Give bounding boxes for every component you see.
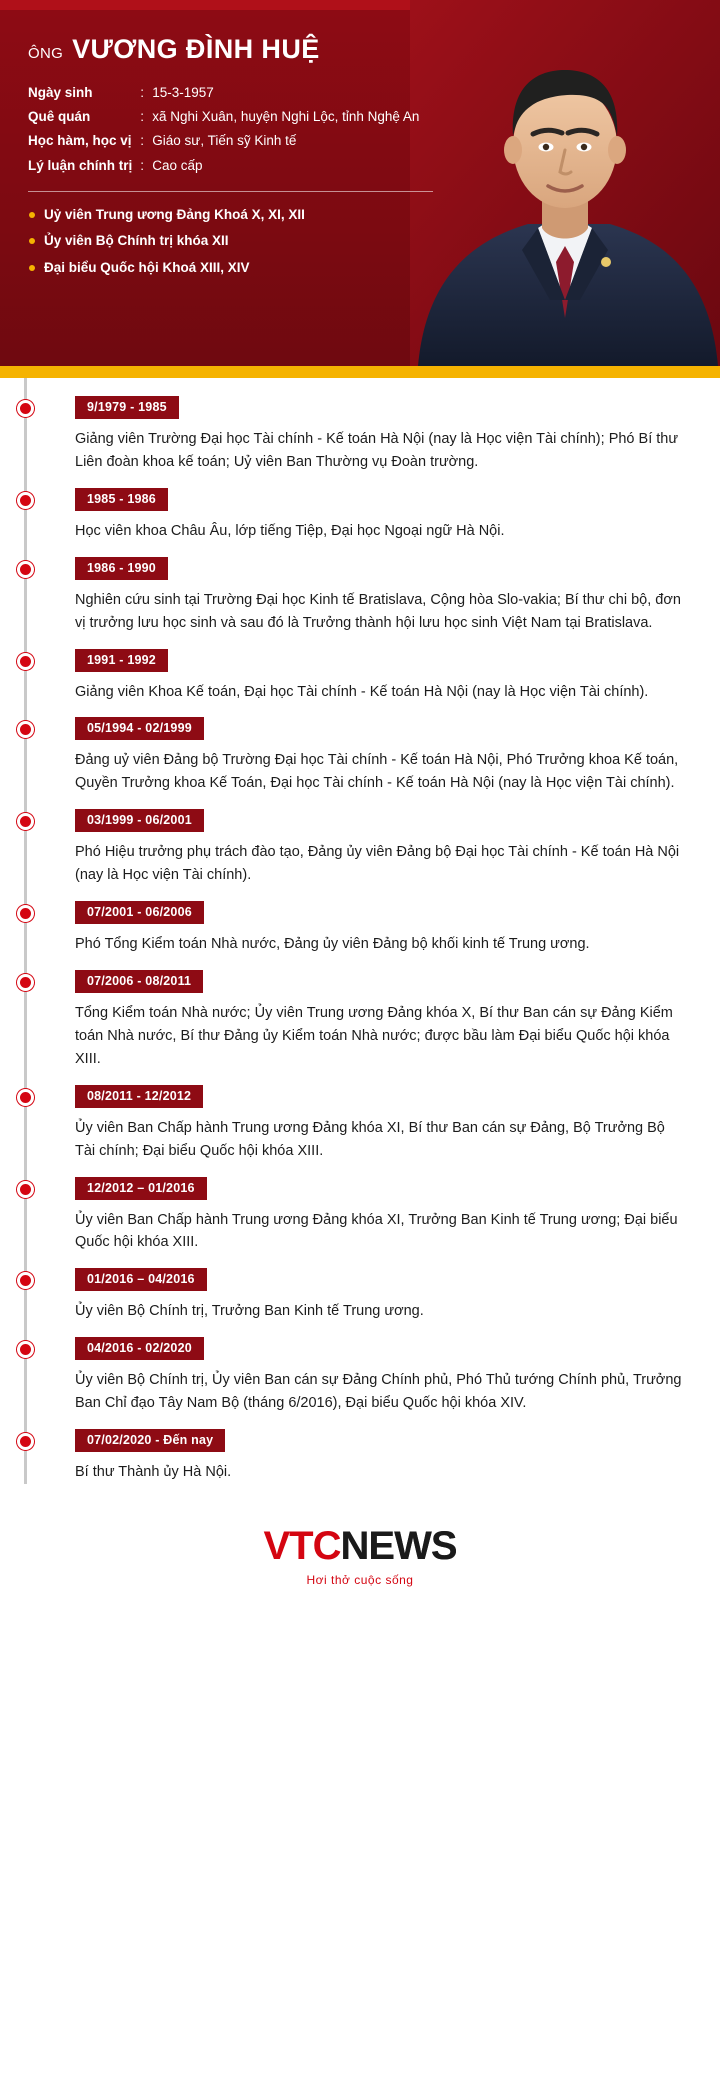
timeline-entry-text: Bí thư Thành ủy Hà Nội. bbox=[75, 1464, 232, 1481]
footer bbox=[0, 1498, 720, 1615]
fact-value: Cao cấp bbox=[152, 157, 203, 173]
timeline-dot-icon bbox=[17, 400, 34, 417]
logo-news-text: NEWS bbox=[340, 1523, 457, 1568]
profile-summary bbox=[0, 0, 430, 277]
status-badge: 1991 - 1992 bbox=[75, 649, 168, 672]
timeline-dot-icon bbox=[17, 561, 34, 578]
biography-facts-table bbox=[28, 81, 419, 178]
timeline-dot-icon bbox=[17, 905, 34, 922]
timeline-entry-text: Giảng viên Trường Đại học Tài chính - Kế toán Hà Nội (nay là Học viện Tài chính); Phó Bí thư Liên đoàn khoa kế toán; Uỷ viên Ban Thường vụ Đoàn trường. bbox=[75, 431, 679, 470]
timeline-entry bbox=[0, 1337, 720, 1415]
status-badge: 07/02/2020 - Đến nay bbox=[75, 1429, 225, 1452]
fact-separator: : bbox=[140, 109, 145, 125]
timeline-entry bbox=[0, 1085, 720, 1163]
fact-value: Giáo sư, Tiến sỹ Kinh tế bbox=[152, 133, 297, 149]
timeline-entry bbox=[0, 1429, 720, 1484]
status-badge: 08/2011 - 12/2012 bbox=[75, 1085, 203, 1108]
timeline-entry bbox=[0, 717, 720, 795]
status-badge: 12/2012 – 01/2016 bbox=[75, 1177, 207, 1200]
timeline-entry bbox=[0, 1177, 720, 1255]
timeline-entry bbox=[0, 557, 720, 635]
status-badge: 03/1999 - 06/2001 bbox=[75, 809, 204, 832]
career-timeline bbox=[0, 378, 720, 1484]
fact-label: Ngày sinh bbox=[28, 85, 93, 100]
fact-separator: : bbox=[140, 85, 145, 100]
timeline-entry bbox=[0, 809, 720, 887]
timeline-entry-text: Phó Hiệu trưởng phụ trách đào tạo, Đảng ủy viên Đảng bộ Đại học Tài chính - Kế toán Hà Nội (nay là Học viện Tài chính). bbox=[75, 844, 680, 884]
status-badge: 04/2016 - 02/2020 bbox=[75, 1337, 204, 1360]
table-row bbox=[28, 129, 419, 153]
vtc-news-logo bbox=[264, 1524, 457, 1569]
timeline-dot-icon bbox=[17, 721, 34, 738]
timeline-dot-icon bbox=[17, 1089, 34, 1106]
list-item: Đại biểu Quốc hội Khoá XIII, XIV bbox=[28, 259, 430, 277]
timeline-entry bbox=[0, 396, 720, 474]
fact-label: Học hàm, học vị bbox=[28, 133, 132, 149]
fact-label: Quê quán bbox=[28, 109, 91, 125]
portrait-photo bbox=[410, 0, 720, 366]
status-badge: 07/2006 - 08/2011 bbox=[75, 970, 203, 993]
table-row bbox=[28, 154, 419, 178]
timeline-entry-text: Giảng viên Khoa Kế toán, Đại học Tài chính - Kế toán Hà Nội (nay là Học viện Tài chính). bbox=[75, 683, 649, 700]
list-item: Uỷ viên Trung ương Đảng Khoá X, XI, XII bbox=[28, 206, 430, 224]
fact-label: Lý luận chính trị bbox=[28, 157, 133, 173]
timeline-entry bbox=[0, 970, 720, 1071]
timeline-entry-text: Nghiên cứu sinh tại Trường Đại học Kinh tế Bratislava, Cộng hòa Slo-vakia; Bí thư chi bộ, đơn vị trưởng lưu học sinh và sau đó là Trưởng thành hội lưu học sinh Việt Nam tại Bratislava. bbox=[75, 591, 681, 631]
fact-separator: : bbox=[140, 133, 145, 149]
header-divider bbox=[28, 191, 433, 192]
person-name-line bbox=[28, 34, 430, 65]
table-row bbox=[28, 81, 419, 105]
status-badge: 07/2001 - 06/2006 bbox=[75, 901, 204, 924]
footer-slogan: Hơi thở cuộc sống bbox=[306, 1572, 414, 1587]
timeline-entry-text: Ủy viên Bộ Chính trị, Ủy viên Ban cán sự Đảng Chính phủ, Phó Thủ tướng Chính phủ, Trưởng Ban Chỉ đạo Tây Nam Bộ (tháng 6/2016), Đại biểu Quốc hội khóa XIV. bbox=[75, 1372, 682, 1412]
status-badge: 01/2016 – 04/2016 bbox=[75, 1268, 207, 1291]
fact-separator: : bbox=[140, 157, 145, 173]
timeline-dot-icon bbox=[17, 492, 34, 509]
table-row bbox=[28, 105, 419, 129]
positions-list bbox=[28, 206, 430, 277]
timeline-dot-icon bbox=[17, 1272, 34, 1289]
timeline-dot-icon bbox=[17, 974, 34, 991]
timeline-entry bbox=[0, 1268, 720, 1323]
honorific-label: ÔNG bbox=[28, 45, 64, 62]
status-badge: 9/1979 - 1985 bbox=[75, 396, 179, 419]
timeline-entry-text: Phó Tổng Kiểm toán Nhà nước, Đảng ủy viên Đảng bộ khối kinh tế Trung ương. bbox=[75, 936, 590, 953]
timeline-dot-icon bbox=[17, 1341, 34, 1358]
timeline-dot-icon bbox=[17, 1181, 34, 1198]
timeline-dot-icon bbox=[17, 653, 34, 670]
timeline-entry-text: Ủy viên Ban Chấp hành Trung ương Đảng khóa XI, Trưởng Ban Kinh tế Trung ương; Đại biểu Quốc hội khóa XIII. bbox=[75, 1211, 678, 1251]
fact-value: 15-3-1957 bbox=[152, 85, 214, 100]
page-title: VƯƠNG ĐÌNH HUỆ bbox=[72, 34, 320, 64]
profile-header bbox=[0, 0, 720, 378]
timeline-dot-icon bbox=[17, 813, 34, 830]
timeline-entry-text: Tổng Kiểm toán Nhà nước; Ủy viên Trung ương Đảng khóa X, Bí thư Ban cán sự Đảng Kiểm toán Nhà nước, Bí thư Đảng ủy Kiểm toán Nhà nước; được bầu làm Đại biểu Quốc hội khóa XIII. bbox=[75, 1004, 673, 1067]
timeline-entry-text: Học viên khoa Châu Âu, lớp tiếng Tiệp, Đại học Ngoại ngữ Hà Nội. bbox=[75, 522, 505, 539]
timeline-entry bbox=[0, 488, 720, 543]
timeline-entry bbox=[0, 901, 720, 956]
timeline-entry-text: Ủy viên Ban Chấp hành Trung ương Đảng khóa XI, Bí thư Ban cán sự Đảng, Bộ Trưởng Bộ Tài chính; Đại biểu Quốc hội khóa XIII. bbox=[75, 1119, 665, 1159]
timeline-entry bbox=[0, 649, 720, 704]
timeline-dot-icon bbox=[17, 1433, 34, 1450]
fact-value: xã Nghi Xuân, huyện Nghi Lộc, tỉnh Nghệ An bbox=[152, 109, 420, 125]
header-bottom-accent-bar bbox=[0, 366, 720, 378]
timeline-entry-text: Ủy viên Bộ Chính trị, Trưởng Ban Kinh tế Trung ương. bbox=[75, 1303, 424, 1320]
status-badge: 05/1994 - 02/1999 bbox=[75, 717, 204, 740]
list-item: Ủy viên Bộ Chính trị khóa XII bbox=[28, 232, 430, 250]
status-badge: 1986 - 1990 bbox=[75, 557, 168, 580]
timeline-entry-text: Đảng uỷ viên Đảng bộ Trường Đại học Tài chính - Kế toán Hà Nội, Phó Trưởng khoa Kế toán, Quyền Trưởng khoa Kế Toán, Đại học Tài chính - Kế toán Hà Nội (nay là Học viện Tài chính). bbox=[75, 752, 679, 792]
logo-vtc-text: VTC bbox=[263, 1523, 341, 1568]
status-badge: 1985 - 1986 bbox=[75, 488, 168, 511]
